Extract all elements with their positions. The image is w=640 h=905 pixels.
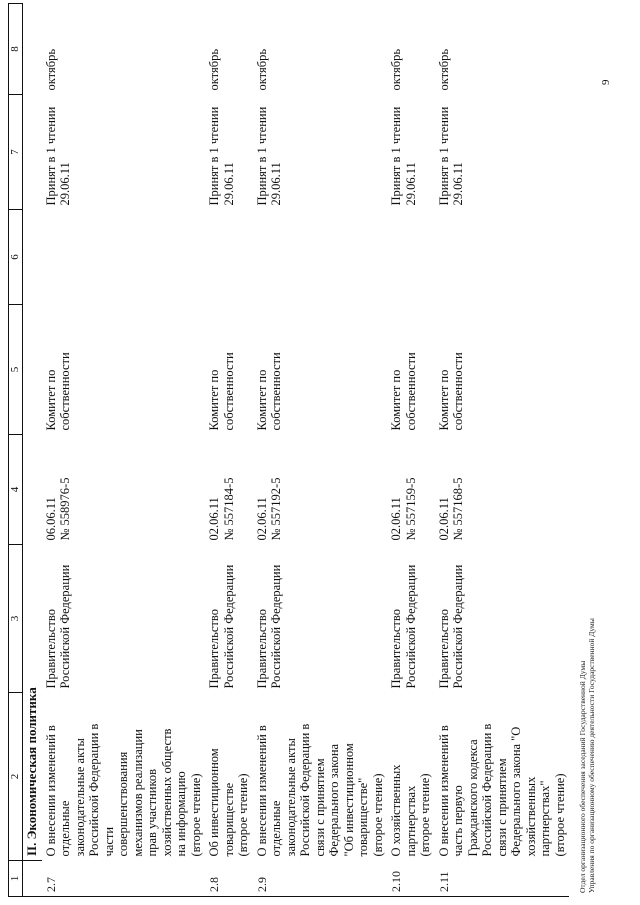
row-number: 2.8	[205, 861, 253, 897]
table-row	[253, 4, 388, 897]
table-row	[42, 4, 206, 897]
column-6-cell	[387, 210, 435, 305]
column-number: 8	[9, 4, 23, 95]
bill-title: О внесении изменений в часть первую Гражданского кодекса Российской Федерации в связи с принятием Федерального закона "О хозяйственных партнерствах" (второе чтение)	[436, 723, 567, 857]
date-number: 06.06.11 № 558976-5	[43, 477, 72, 541]
month: октябрь	[254, 48, 269, 91]
table-row	[435, 4, 570, 897]
date-number: 02.06.11 № 557192-5	[254, 477, 283, 541]
initiator: Правительство Российской Федерации	[389, 564, 418, 689]
status: Принят в 1 чтении 29.06.11	[254, 106, 283, 206]
month: октябрь	[43, 48, 58, 91]
date-number: 02.06.11 № 557159-5	[389, 477, 418, 541]
column-number: 2	[9, 693, 23, 861]
footer	[578, 333, 596, 893]
column-6-cell	[435, 210, 570, 305]
section-title: II. Экономическая политика	[23, 4, 42, 861]
column-6-cell	[205, 210, 253, 305]
initiator: Правительство Российской Федерации	[43, 564, 72, 689]
month: октябрь	[207, 48, 221, 91]
date-number: 02.06.11 № 557168-5	[436, 477, 465, 541]
committee: Комитет по собственности	[254, 352, 283, 431]
table-row	[387, 4, 435, 897]
row-number: 2.11	[435, 861, 570, 897]
column-number: 5	[9, 305, 23, 435]
column-6-cell	[42, 210, 206, 305]
month: октябрь	[389, 48, 403, 91]
status: Принят в 1 чтении 29.06.11	[43, 106, 72, 206]
initiator: Правительство Российской Федерации	[254, 564, 283, 689]
status: Принят в 1 чтении 29.06.11	[207, 106, 236, 206]
column-6-cell	[253, 210, 388, 305]
row-number: 2.7	[42, 861, 206, 897]
initiator: Правительство Российской Федерации	[436, 564, 465, 689]
bill-title: О внесении изменений в отдельные законодательные акты Российской Федерации в связи с принятием Федерального закона "Об инвестиционном товариществе" (второе чтение)	[254, 723, 385, 857]
column-numbers-row	[9, 4, 23, 897]
month: октябрь	[436, 48, 451, 91]
footer-line-2: Управления по организационному обеспечению деятельности Государственной Думы	[587, 618, 596, 893]
initiator: Правительство Российской Федерации	[207, 564, 236, 689]
row-number: 2.9	[253, 861, 388, 897]
committee: Комитет по собственности	[43, 352, 72, 431]
agenda-table	[8, 3, 569, 897]
footer-line-1: Отдел организационного обеспечения заседаний Государственной Думы	[578, 660, 587, 893]
committee: Комитет по собственности	[207, 352, 236, 431]
section-row	[23, 4, 42, 897]
bill-title: Об инвестиционном товариществе (второе чтение)	[207, 748, 250, 857]
page-number: 9	[600, 79, 612, 85]
column-number: 1	[9, 861, 23, 897]
committee: Комитет по собственности	[389, 352, 418, 431]
date-number: 02.06.11 № 557184-5	[207, 477, 236, 541]
bill-title: О хозяйственных партнерствах (второе чтение)	[389, 764, 432, 857]
column-number: 6	[9, 210, 23, 305]
column-number: 4	[9, 435, 23, 545]
column-number: 7	[9, 95, 23, 210]
bill-title: О внесении изменений в отдельные законодательные акты Российской Федерации в части совершенствования механизмов реализации прав участников хозяйственных обществ на информацию (второе чтение)	[43, 723, 203, 857]
column-number: 3	[9, 545, 23, 693]
status: Принят в 1 чтении 29.06.11	[389, 106, 418, 206]
row-number: 2.10	[387, 861, 435, 897]
table-row	[205, 4, 253, 897]
committee: Комитет по собственности	[436, 352, 465, 431]
status: Принят в 1 чтении 29.06.11	[436, 106, 465, 206]
